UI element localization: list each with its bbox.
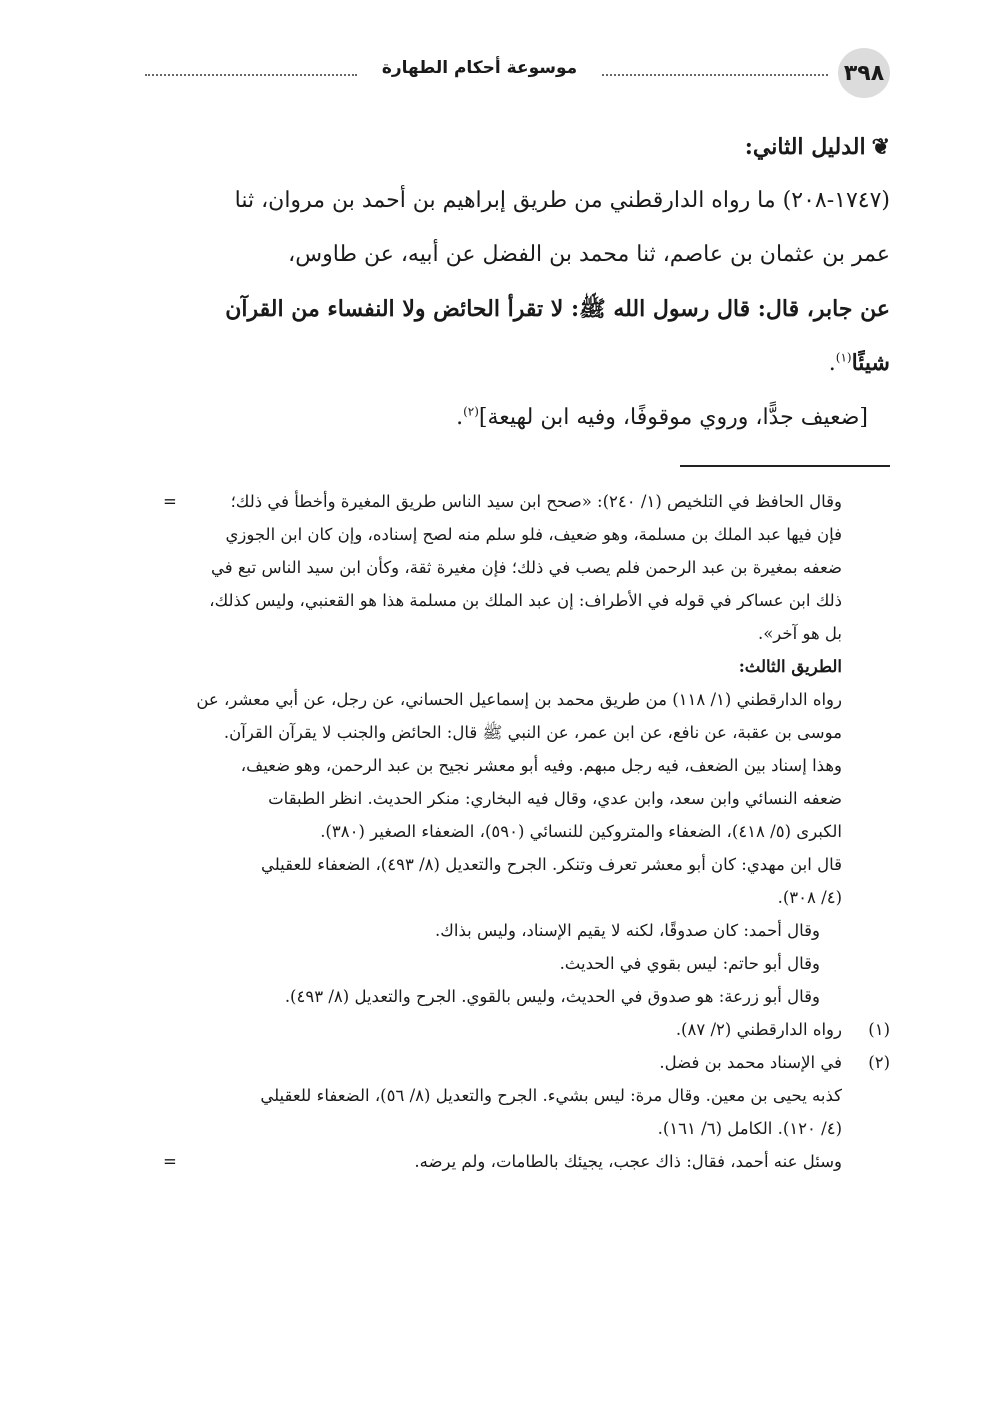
hadith-line-1: (١٧٤٧-٢٠٨) ما رواه الدارقطني من طريق إبراهيم بن أحمد بن مروان، ثنا [234,188,890,213]
note-line: كذبه يحيى بن معين. وقال مرة: ليس بشيء. الجرح والتعديل (٨/ ٥٦)، الضعفاء للعقيلي [260,1086,842,1105]
continuation-mark: = [163,492,177,511]
header-dotted-rule-left [145,74,357,76]
heading-text: الدليل الثاني: [744,134,866,160]
note-text: وقال الحافظ في التلخيص (١/ ٢٤٠): «صحح ابن سيد الناس طريق المغيرة وأخطأ في ذلك؛ [230,492,842,511]
page-number: ٣٩٨ [838,48,890,98]
header-dotted-rule-right [602,74,828,76]
note-line [145,485,890,518]
footnote-2-text: في الإسناد محمد بن فضل. [659,1053,842,1072]
note-line: بل هو آخر». [757,624,842,643]
note-line: وقال أبو زرعة: هو صدوق في الحديث، وليس بالقوي. الجرح والتعديل (٨/ ٤٩٣). [284,987,820,1006]
note-subheading: الطريق الثالث: [738,657,842,676]
note-line: ضعفه بمغيرة بن عبد الرحمن فلم يصب في ذلك؛ فإن مغيرة ثقة، وكأن ابن سيد الناس تبع في [211,558,842,577]
page-header [145,48,890,98]
hadith-line-2: عمر بن عثمان بن عاصم، ثنا محمد بن الفضل عن أبيه، عن طاوس، [288,242,890,267]
hadith-line-3: عن جابر، قال: قال رسول الله ﷺ: لا تقرأ الحائض ولا النفساء من القرآن [225,296,890,322]
footnote-1-text: رواه الدارقطني (٢/ ٨٧). [675,1020,842,1039]
hadith-grade [145,391,890,445]
note-text: وسئل عنه أحمد، فقال: ذاك عجب، يجيئك بالطامات، ولم يرضه. [414,1152,842,1171]
running-title: موسوعة أحكام الطهارة [381,58,578,78]
footnote-ref-1: (١) [835,350,852,365]
note-line: فإن فيها عبد الملك بن مسلمة، وهو ضعيف، فلو سلم منه لصح إسناده، وإن كان ابن الجوزي [225,525,842,544]
hadith-end-period: . [828,351,836,376]
main-text [145,120,890,445]
hadith-line-4 [145,336,890,391]
note-line: رواه الدارقطني (١/ ١١٨) من طريق محمد بن إسماعيل الحساني، عن رجل، عن أبي معشر، عن [196,690,842,709]
note-line: ضعفه النسائي وابن سعد، وابن عدي، وقال فيه البخاري: منكر الحديث. انظر الطبقات [268,789,842,808]
note-line: وقال أحمد: كان صدوقًا، لكنه لا يقيم الإسناد، وليس بذاك. [435,921,820,940]
note-line: قال ابن مهدي: كان أبو معشر تعرف وتنكر. الجرح والتعديل (٨/ ٤٩٣)، الضعفاء للعقيلي [260,855,842,874]
note-line: الكبرى (٥/ ٤١٨)، الضعفاء والمتروكين للنسائي (٥٩٠)، الضعفاء الصغير (٣٨٠). [320,822,842,841]
note-line: وهذا إسناد بين الضعف، فيه رجل مبهم. وفيه أبو معشر نجيح بن عبد الرحمن، وهو ضعيف، [240,756,842,775]
section-heading [145,120,890,174]
footnotes [145,485,890,1178]
note-line [145,1145,890,1178]
leaf-ornament-icon: ❦ [871,134,890,160]
footnote-1 [145,1013,890,1046]
note-line: (٤/ ٣٠٨). [777,888,842,907]
footnote-separator [680,465,890,467]
grade-period: . [456,405,464,430]
continuation-mark-end: = [163,1152,177,1171]
footnote-2-number: (٢) [868,1053,890,1072]
hadith-end-word: شيئًا [851,350,890,376]
note-line: موسى بن عقبة، عن نافع، عن ابن عمر، عن النبي ﷺ قال: الحائض والجنب لا يقرآن القرآن. [223,723,842,742]
footnote-ref-2: (٢) [463,404,479,419]
note-line: (٤/ ١٢٠). الكامل (٦/ ١٦١). [657,1119,842,1138]
footnote-1-number: (١) [868,1020,890,1039]
footnote-2 [145,1046,890,1079]
note-line: ذلك ابن عساكر في قوله في الأطراف: إن عبد الملك بن مسلمة هذا هو القعنبي، وليس كذلك، [209,591,842,610]
note-line: وقال أبو حاتم: ليس بقوي في الحديث. [559,954,820,973]
grade-text: [ضعيف جدًّا، وروي موقوفًا، وفيه ابن لهيعة] [478,405,868,430]
